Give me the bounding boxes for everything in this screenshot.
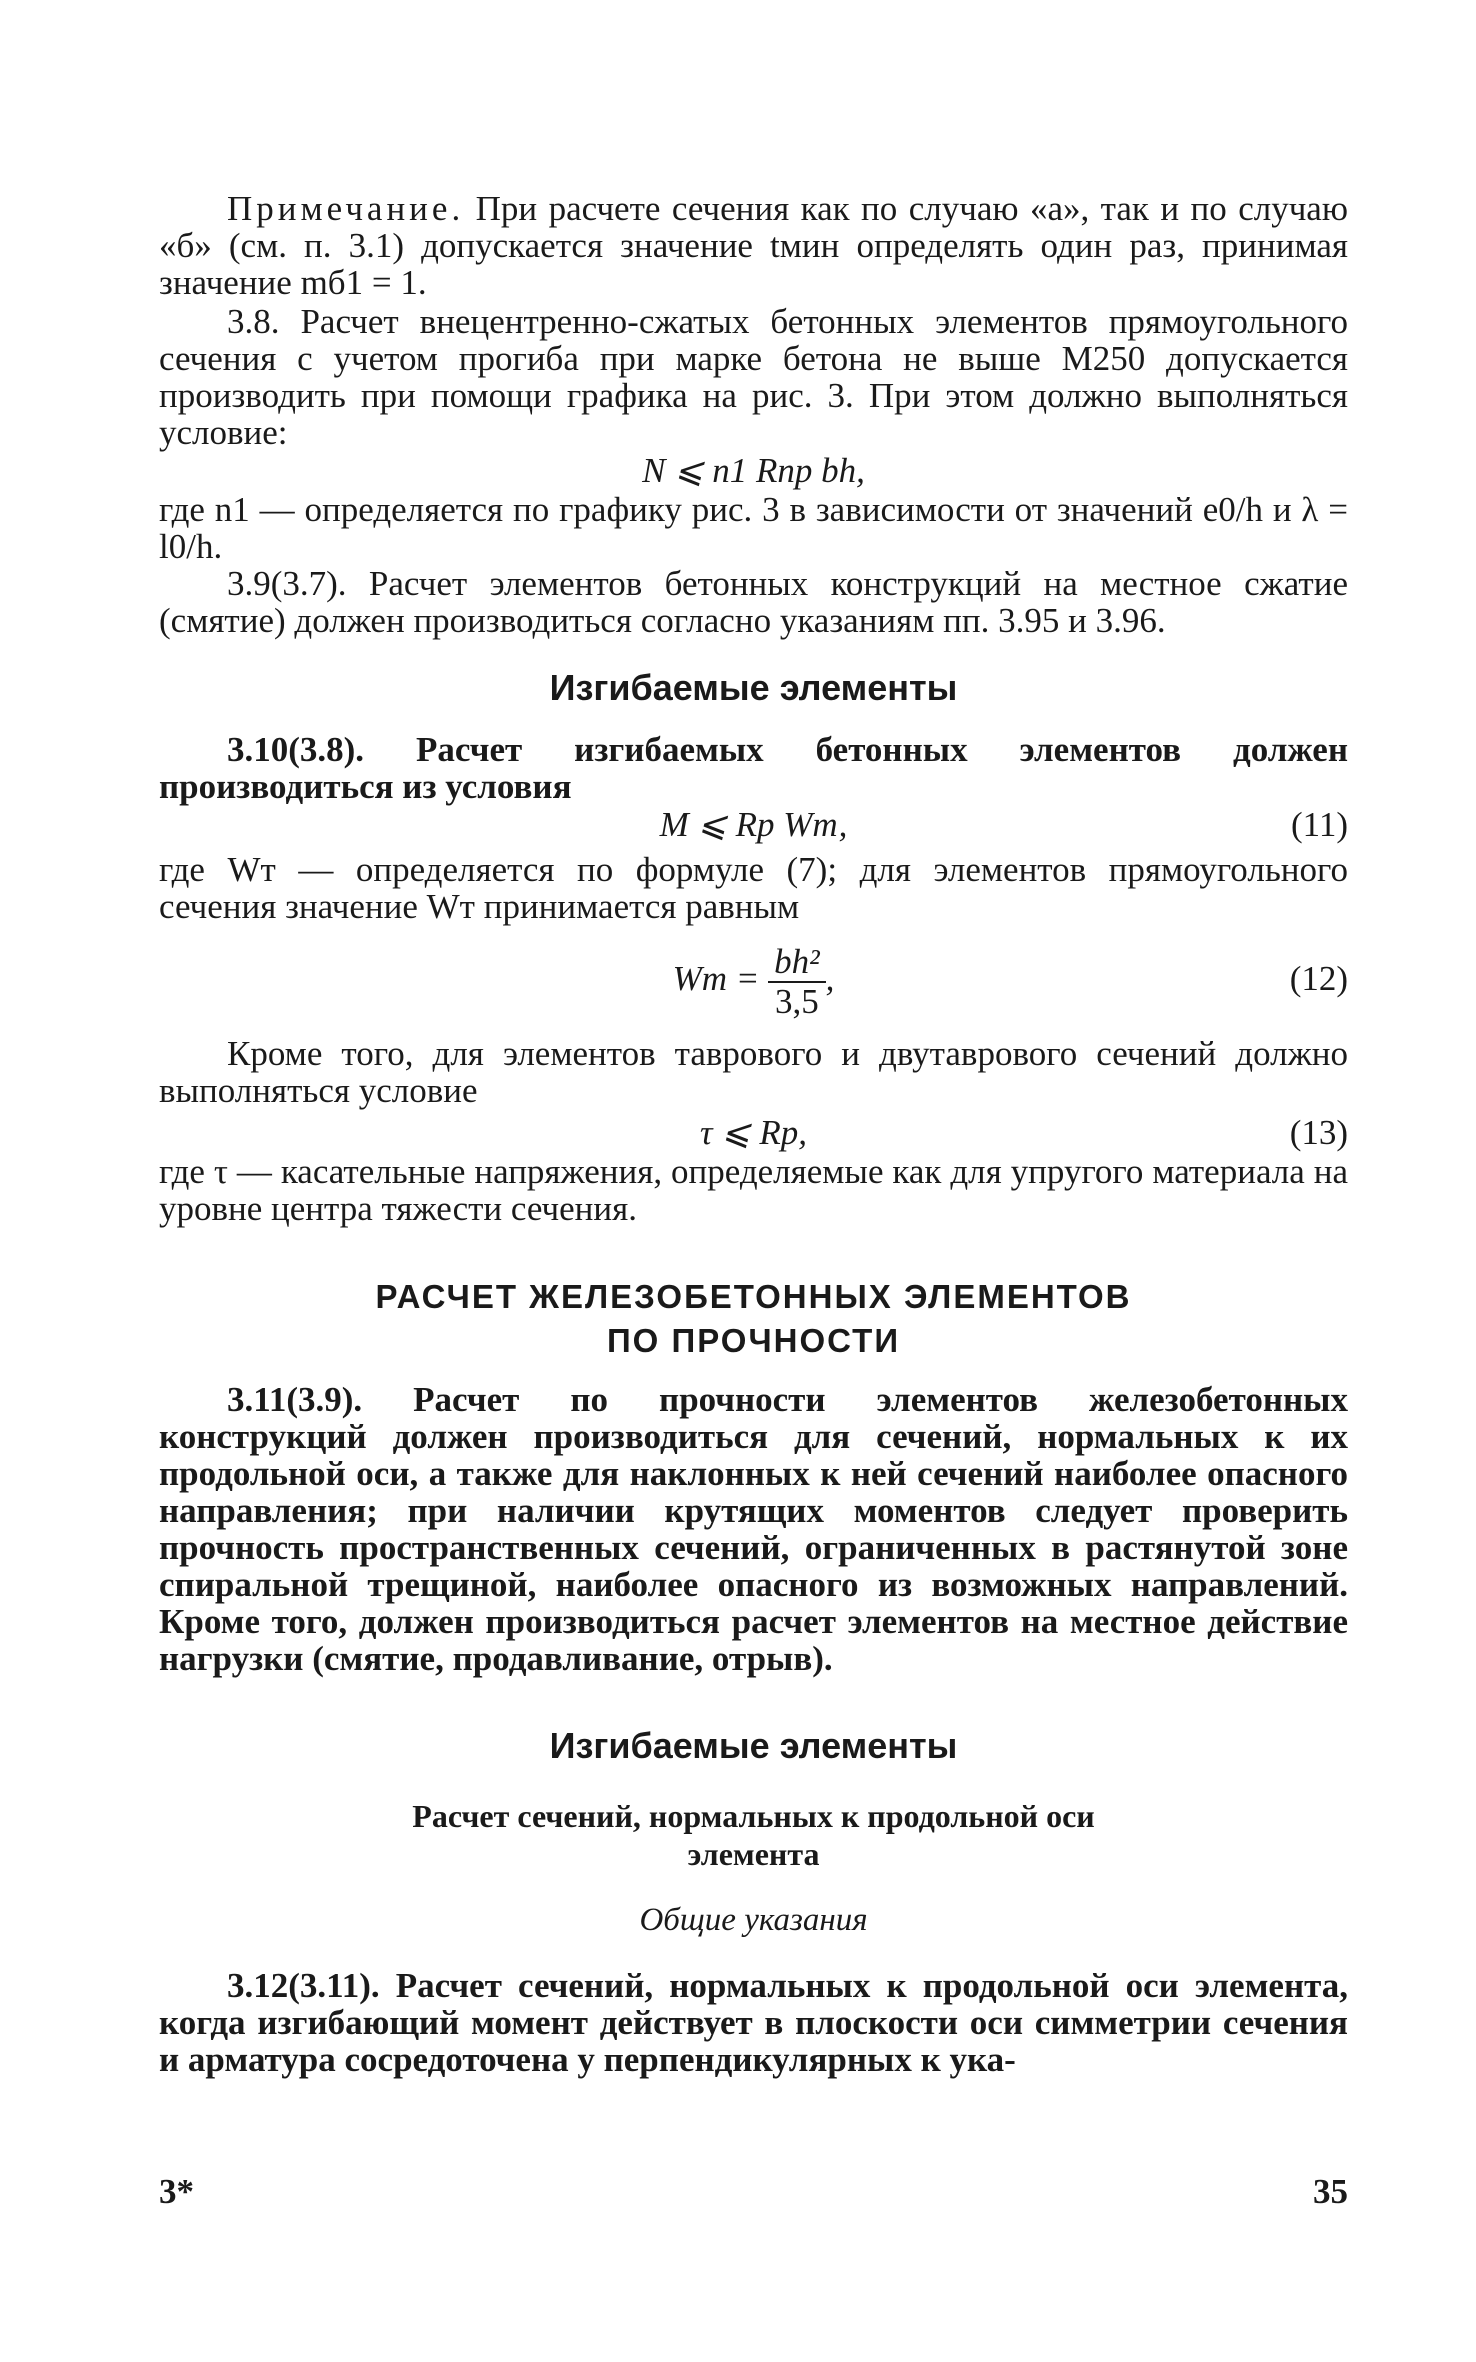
formula-12-numerator: bh² [768, 943, 826, 983]
formula-12-fraction [768, 943, 826, 1021]
section-heading-line2: ПО ПРОЧНОСТИ [606, 1322, 901, 1359]
paragraph-3-10-after: где Wт — определяется по формуле (7); для элементов прямоугольного сечения значение Wт принимается равным [159, 850, 1348, 926]
formula-12-number: (12) [1289, 959, 1348, 998]
paragraph-3-8-after: где n1 — определяется по графику рис. 3 в зависимости от значений e0/h и λ = l0/h. [159, 490, 1348, 566]
formula-13-number: (13) [1289, 1113, 1348, 1152]
page-number: 35 [1313, 2172, 1348, 2211]
section-heading-line1: РАСЧЕТ ЖЕЛЕЗОБЕТОННЫХ ЭЛЕМЕНТОВ [375, 1278, 1132, 1315]
heading-bending-elements: Изгибаемые элементы [549, 667, 958, 708]
paragraph-3-11: 3.11(3.9). Расчет по прочности элементов железобетонных конструкций должен производиться для сечений, нормальных к их продольной оси, а также для наклонных к ней сечений наиболее опасного направления; при наличии крутящих моментов следует проверить прочность пространственных сечений, ограниченных в растянутой зоне спиральной трещиной, наиболее опасного из возможных направлений. Кроме того, должен производиться расчет элементов на местное действие нагрузки (смятие, продавливание, отрыв). [159, 1380, 1348, 1678]
subheading-line1: Расчет сечений, нормальных к продольной оси [412, 1798, 1095, 1834]
paragraph-3-9: 3.9(3.7). Расчет элементов бетонных конструкций на местное сжатие (смятие) должен производиться согласно указаниям пп. 3.95 и 3.96. [159, 564, 1348, 640]
formula-13-text: τ ⩽ Rp, [700, 1113, 807, 1152]
heading-bending-elements-2: Изгибаемые элементы [549, 1725, 958, 1766]
paragraph-3-10-after13: где τ — касательные напряжения, определяемые как для упругого материала на уровне центра тяжести сечения. [159, 1152, 1348, 1228]
formula-12 [159, 931, 1348, 1027]
formula-n [159, 451, 1348, 491]
formula-n-text: N ⩽ n1 Rпр bh, [642, 451, 865, 490]
signature-mark: 3* [159, 2172, 194, 2211]
formula-11-number: (11) [1290, 805, 1348, 844]
formula-12-body [159, 931, 1348, 1027]
paragraph-3-10: 3.10(3.8). Расчет изгибаемых бетонных элементов должен производиться из условия [159, 730, 1348, 806]
paragraph-3-12: 3.12(3.11). Расчет сечений, нормальных к продольной оси элемента, когда изгибающий момент действует в плоскости оси симметрии сечения и арматура сосредоточена у перпендикулярных к ука- [159, 1966, 1348, 2079]
subheading-line2: элемента [687, 1836, 820, 1872]
paragraph-3-10-text2: Кроме того, для элементов таврового и двутаврового сечений должно выполняться условие [159, 1034, 1348, 1110]
page-footer [159, 2172, 1348, 2212]
note-text: При расчете сечения как по случаю «а», так и по случаю «б» (см. п. 3.1) допускается значение tмин определять один раз, принимая значение mб1 = 1. [159, 189, 1348, 302]
formula-11-text: M ⩽ Rp Wт, [659, 805, 848, 844]
note-label: Примечание. [227, 189, 465, 228]
page-content [159, 186, 1348, 2078]
paragraph-3-8: 3.8. Расчет внецентренно-сжатых бетонных элементов прямоугольного сечения с учетом прогиба при марке бетона не выше М250 допускается производить при помощи графика на рис. 3. При этом должно выполняться условие: [159, 302, 1348, 452]
formula-12-denominator: 3,5 [775, 981, 819, 1021]
formula-13 [159, 1113, 1348, 1153]
italic-heading: Общие указания [639, 1902, 868, 1938]
formula-11 [159, 805, 1348, 845]
formula-12-left: Wт = [672, 959, 760, 998]
formula-12-tail: , [825, 959, 835, 998]
note-paragraph [159, 190, 1348, 301]
